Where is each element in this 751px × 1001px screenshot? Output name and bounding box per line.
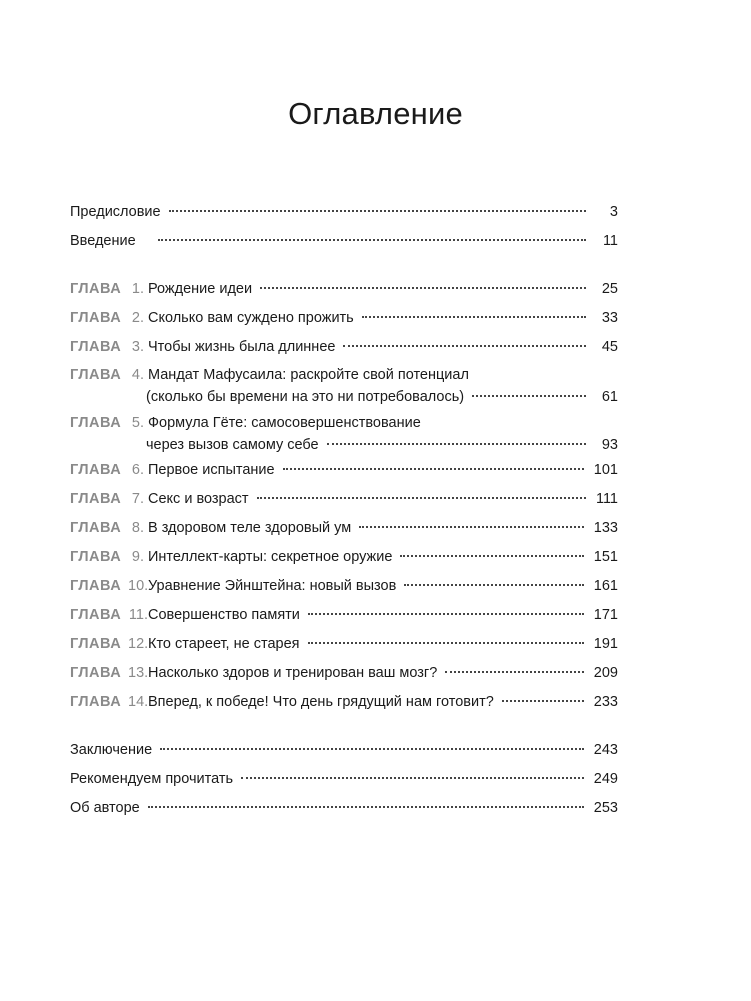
entry-title: Рождение идеи [148,281,253,297]
page-number: 33 [601,310,618,326]
entry-title: Секс и возраст [148,491,249,507]
chapter-label: ГЛАВА [70,578,122,594]
toc-entry-recommended-reading[interactable] [70,767,618,791]
page-number: 243 [593,742,618,758]
chapter-label: ГЛАВА [70,607,122,623]
chapter-label: ГЛАВА [70,694,122,710]
toc-entry-chapter-2[interactable] [70,306,618,330]
page-number: 61 [601,389,618,405]
entry-title: Совершенство памяти [148,607,300,623]
toc-entry-chapter-9[interactable] [70,545,618,569]
dot-leader [160,748,584,750]
toc-entry-chapter-12[interactable] [70,632,618,656]
toc-entry-conclusion[interactable] [70,738,618,762]
chapter-number: 1. [131,281,144,297]
page-number: 3 [609,204,618,220]
chapter-label: ГЛАВА [70,636,122,652]
entry-title: Насколько здоров и тренирован ваш мозг? [148,665,438,681]
chapter-number: 12. [128,636,149,652]
dot-leader [472,395,586,397]
entry-title: Введение [70,233,136,249]
dot-leader [241,777,584,779]
page-number: 253 [593,800,618,816]
chapter-number: 4. [131,367,144,383]
toc-entry-introduction[interactable] [70,229,618,253]
dot-leader [283,468,584,470]
chapter-number: 10. [128,578,149,594]
page-number: 151 [593,549,618,565]
page-number: 191 [593,636,618,652]
chapter-number: 11. [128,607,148,623]
dot-leader [445,671,584,673]
chapter-label: ГЛАВА [70,339,122,355]
toc-entry-chapter-1[interactable] [70,277,618,301]
toc-entry-chapter-6[interactable] [70,458,618,482]
chapter-number: 7. [131,491,144,507]
dot-leader [359,526,584,528]
entry-title: Заключение [70,742,153,758]
page-number: 45 [601,339,618,355]
entry-title: Интеллект-карты: секретное оружие [148,549,393,565]
chapter-number: 5. [131,415,144,431]
chapter-label: ГЛАВА [70,281,122,297]
page-title: Оглавление [288,96,463,131]
dot-leader [327,443,586,445]
dot-leader [308,642,584,644]
toc-entry-chapter-4[interactable] [70,363,618,409]
entry-title: Рекомендуем прочитать [70,771,234,787]
dot-leader [257,497,586,499]
chapter-number: 13. [128,665,149,681]
entry-title: Об авторе [70,800,140,816]
toc-entry-chapter-8[interactable] [70,516,618,540]
chapter-label: ГЛАВА [70,665,122,681]
toc-entry-about-author[interactable] [70,796,618,820]
entry-title: В здоровом теле здоровый ум [148,520,352,536]
dot-leader [400,555,583,557]
page-number: 249 [593,771,618,787]
chapter-label: ГЛАВА [70,367,122,383]
toc-entry-chapter-11[interactable] [70,603,618,627]
entry-title: Чтобы жизнь была длиннее [148,339,336,355]
entry-title-continued: через вызов самому себе [146,437,319,453]
entry-title: Сколько вам суждено прожить [148,310,354,326]
page-number: 161 [593,578,618,594]
page-number: 111 [595,491,618,507]
toc-entry-chapter-7[interactable] [70,487,618,511]
entry-title: Первое испытание [148,462,275,478]
page-number: 171 [593,607,618,623]
toc-entry-chapter-14[interactable] [70,690,618,714]
toc-entry-chapter-3[interactable] [70,335,618,359]
chapter-number: 8. [131,520,144,536]
toc-entry-chapter-13[interactable] [70,661,618,685]
dot-leader [404,584,583,586]
dot-leader [260,287,586,289]
entry-title: Вперед, к победе! Что день грядущий нам готовит? [148,694,494,710]
chapter-label: ГЛАВА [70,549,122,565]
chapter-label: ГЛАВА [70,415,122,431]
dot-leader [362,316,586,318]
dot-leader [502,700,584,702]
dot-leader [169,210,586,212]
chapter-number: 6. [131,462,144,478]
toc-entry-preface[interactable] [70,200,618,224]
dot-leader [158,239,586,241]
entry-title: Предисловие [70,204,161,220]
chapter-label: ГЛАВА [70,520,122,536]
chapter-number: 9. [131,549,144,565]
chapter-label: ГЛАВА [70,310,122,326]
chapter-number: 2. [131,310,144,326]
chapter-number: 3. [131,339,144,355]
chapter-label: ГЛАВА [70,462,122,478]
entry-title: Формула Гёте: самосовершенствование [148,415,421,431]
entry-title-continued: (сколько бы времени на это ни потребовалось) [146,389,465,405]
page-number: 101 [593,462,618,478]
page-number: 209 [593,665,618,681]
page-number: 233 [593,694,618,710]
page-number: 11 [602,233,618,249]
chapter-number: 14. [128,694,149,710]
entry-title: Уравнение Эйнштейна: новый вызов [148,578,397,594]
chapter-label: ГЛАВА [70,491,122,507]
entry-title: Кто стареет, не старея [148,636,300,652]
page-number: 93 [601,437,618,453]
page-number: 133 [593,520,618,536]
toc-entry-chapter-10[interactable] [70,574,618,598]
dot-leader [343,345,586,347]
page-number: 25 [601,281,618,297]
dot-leader [148,806,584,808]
entry-title: Мандат Мафусаила: раскройте свой потенциал [148,367,469,383]
dot-leader [308,613,584,615]
toc-entry-chapter-5[interactable] [70,411,618,457]
